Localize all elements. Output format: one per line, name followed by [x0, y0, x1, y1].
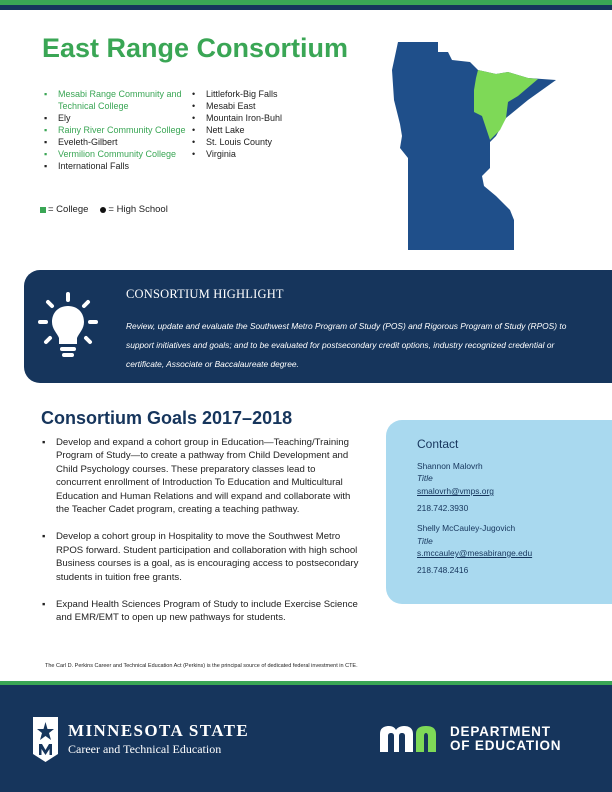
high-school-dot-icon [100, 207, 106, 213]
mn-department-logo [380, 726, 442, 752]
contact-panel [386, 420, 612, 604]
minnesota-state-subtitle: Career and Technical Education [68, 742, 222, 756]
perkins-footnote: The Carl D. Perkins Career and Technical Education Act (Perkins) is the principal source of dedicated federal investment in CTE. [45, 663, 358, 669]
list-item: • Mountain Iron-Buhl [192, 113, 283, 123]
contact-email-link[interactable]: smalovrh@vmps.org [417, 486, 494, 496]
list-item: • St. Louis County [192, 137, 273, 147]
mde-name-line2: OF EDUCATION [450, 738, 562, 753]
highlight-title: CONSORTIUM HIGHLIGHT [126, 287, 284, 301]
goal-item: ▪ Develop and expand a cohort group in Education—Teaching/Training Program of Study—to create a pathway from Child Development and Child Psychology courses. These preparatory classes lead to concurrent enrollment of Introduction To Education and Multicultural Education and Human Relations and will expand and collaborate with the Teacher Cadet program, creating a teaching pathway. [42, 437, 351, 516]
minnesota-map [378, 40, 558, 250]
contact-title: Contact [417, 437, 459, 451]
page-title: East Range Consortium [42, 33, 349, 63]
map-legend [40, 204, 168, 215]
contact-role: Title [417, 473, 433, 483]
minnesota-state-shape [392, 42, 556, 250]
legend-high-school-label: = High School [108, 204, 168, 215]
contact-name: Shannon Malovrh [417, 461, 483, 471]
list-item: • Mesabi East [192, 101, 256, 111]
legend-college-label: = College [48, 204, 89, 215]
goal-item: ▪ Expand Health Sciences Program of Study to include Exercise Science and EMR/EMT to open up new pathways for students. [42, 599, 358, 624]
list-item: • Virginia [192, 149, 236, 159]
contact-role: Title [417, 536, 433, 546]
college-square-icon [40, 207, 46, 213]
mde-name-line1: DEPARTMENT [450, 724, 551, 739]
member-list-right [190, 88, 300, 160]
list-item: ▪ Rainy River Community College [44, 125, 186, 135]
list-item: ▪ Mesabi Range Community and Technical College [44, 89, 182, 111]
list-item: • Nett Lake [192, 125, 245, 135]
minnesota-state-logo [33, 717, 58, 762]
highlight-body: Review, update and evaluate the Southwest Metro Program of Study (POS) and Rigorous Program of Study (RPOS) to support initiatives and goals; and to be evaluated for postsecondary credit options, industry recognized credential or certificate, Associate or Baccalaureate degree. [126, 321, 567, 369]
member-list-left [42, 88, 192, 172]
contact-email-link[interactable]: s.mccauley@mesabirange.edu [417, 548, 533, 558]
lightbulb-icon [38, 290, 98, 362]
minnesota-state-name: MINNESOTA STATE [68, 721, 250, 740]
mde-name [450, 725, 561, 753]
consortium-highlight-banner [24, 270, 612, 383]
list-item: ▪ Eveleth-Gilbert [44, 137, 118, 147]
top-navy-stripe [0, 5, 612, 10]
list-item: • Littlefork-Big Falls [192, 89, 278, 99]
goals-list [42, 436, 360, 639]
contact-name: Shelly McCauley-Jugovich [417, 523, 516, 533]
list-item: ▪ International Falls [44, 161, 130, 171]
goals-title: Consortium Goals 2017–2018 [41, 408, 293, 428]
contact-phone: 218.748.2416 [417, 565, 469, 575]
footer [0, 685, 612, 792]
list-item: ▪ Ely [44, 113, 71, 123]
list-item: ▪ Vermilion Community College [44, 149, 177, 159]
goal-item: ▪ Develop a cohort group in Hospitality to move the Southwest Metro RPOS forward. Student participation and collaboration with high school Business courses is a goal, as is encouraging access to postsecondary students in tuition free grants. [42, 531, 359, 583]
contact-phone: 218.742.3930 [417, 503, 469, 513]
